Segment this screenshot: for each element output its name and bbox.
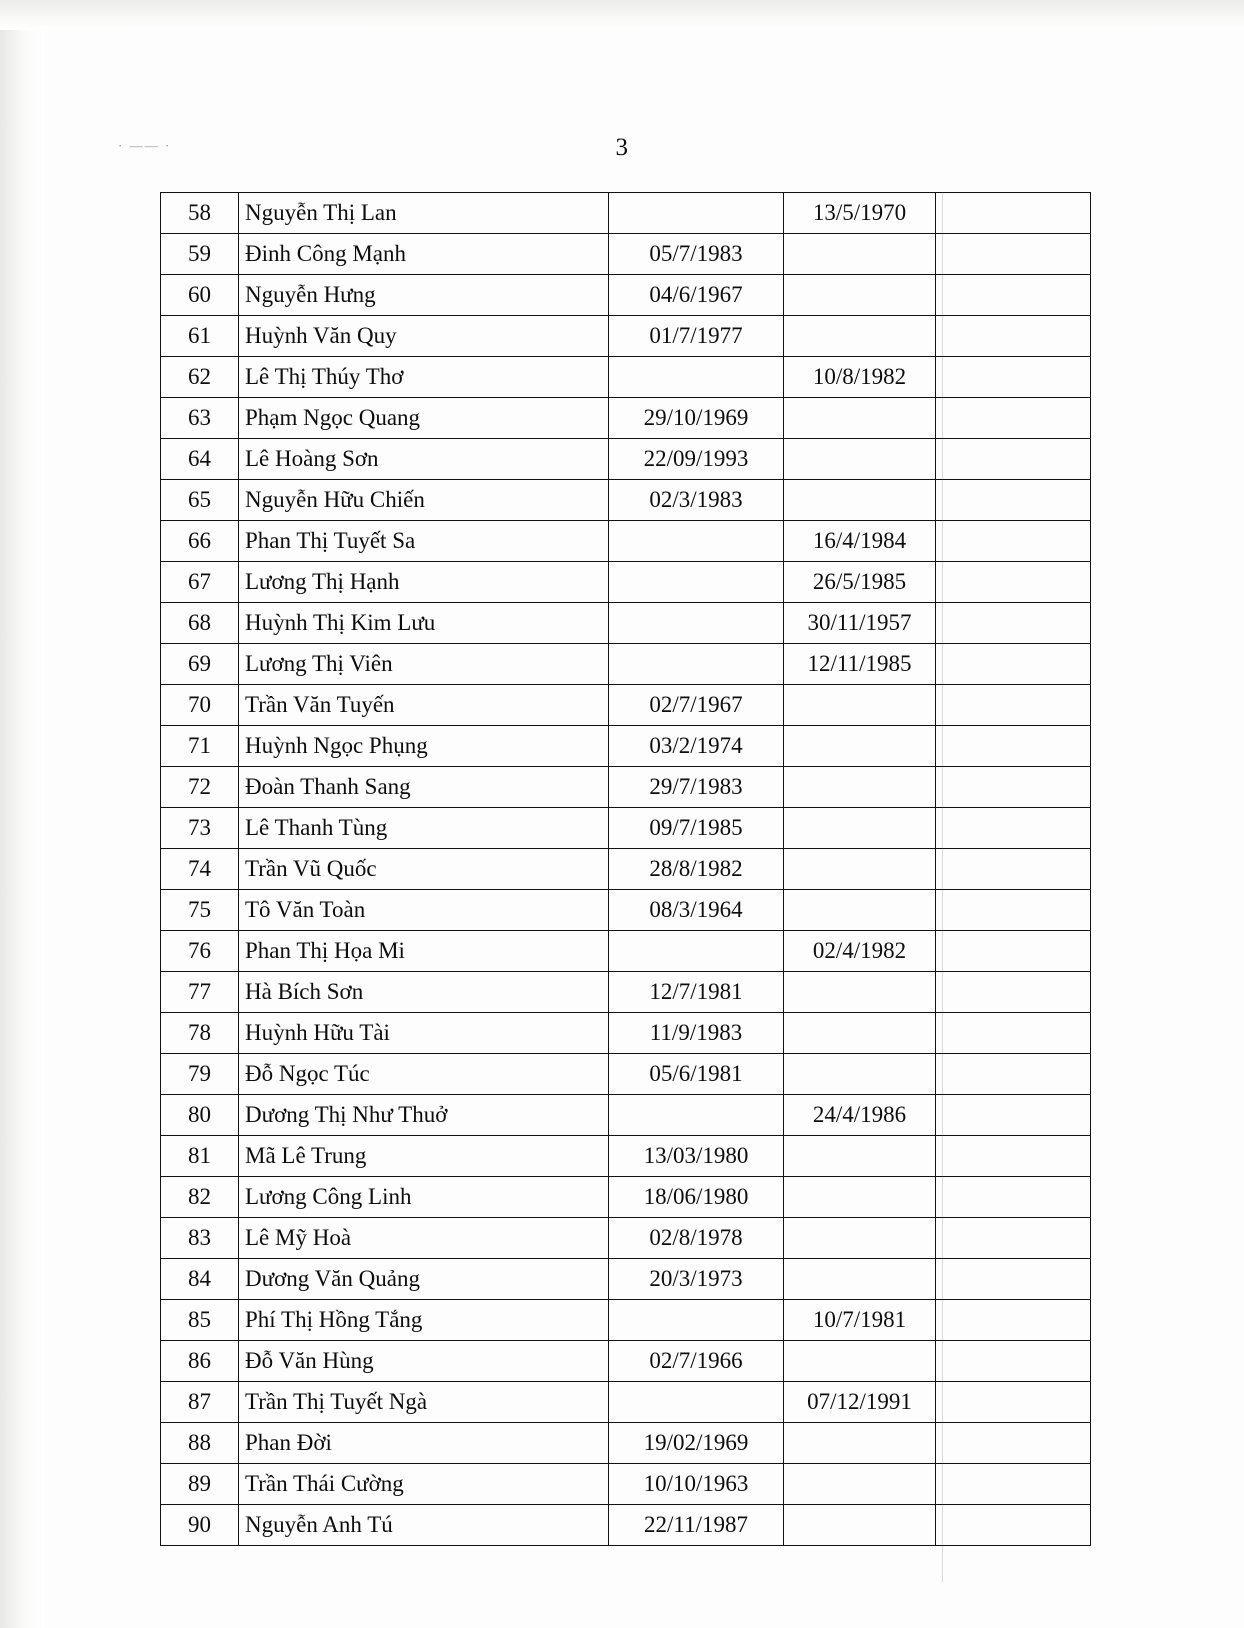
cell-name: Nguyễn Anh Tú — [239, 1505, 609, 1546]
cell-name: Nguyễn Thị Lan — [239, 193, 609, 234]
cell-note — [936, 193, 1091, 234]
table-row — [161, 1218, 1091, 1259]
cell-dob-male: 10/10/1963 — [609, 1464, 784, 1505]
cell-dob-female — [784, 767, 936, 808]
cell-note — [936, 767, 1091, 808]
cell-stt: 79 — [161, 1054, 239, 1095]
cell-stt: 80 — [161, 1095, 239, 1136]
cell-name: Đoàn Thanh Sang — [239, 767, 609, 808]
cell-name: Lương Thị Hạnh — [239, 562, 609, 603]
cell-stt: 59 — [161, 234, 239, 275]
cell-stt: 62 — [161, 357, 239, 398]
cell-note — [936, 685, 1091, 726]
cell-name: Lê Hoàng Sơn — [239, 439, 609, 480]
cell-dob-female — [784, 480, 936, 521]
table-row — [161, 1423, 1091, 1464]
cell-dob-male: 02/8/1978 — [609, 1218, 784, 1259]
roster-table-container — [160, 192, 1090, 1546]
page-number: 3 — [615, 134, 629, 161]
table-row — [161, 439, 1091, 480]
cell-note — [936, 1013, 1091, 1054]
cell-name: Phạm Ngọc Quang — [239, 398, 609, 439]
cell-dob-male: 18/06/1980 — [609, 1177, 784, 1218]
cell-dob-female: 10/7/1981 — [784, 1300, 936, 1341]
cell-dob-female — [784, 234, 936, 275]
cell-dob-female — [784, 316, 936, 357]
cell-stt: 69 — [161, 644, 239, 685]
cell-note — [936, 972, 1091, 1013]
table-row — [161, 685, 1091, 726]
cell-dob-female — [784, 1218, 936, 1259]
cell-name: Lê Thanh Tùng — [239, 808, 609, 849]
cell-name: Huỳnh Ngọc Phụng — [239, 726, 609, 767]
cell-stt: 82 — [161, 1177, 239, 1218]
cell-stt: 73 — [161, 808, 239, 849]
cell-note — [936, 234, 1091, 275]
cell-dob-male: 03/2/1974 — [609, 726, 784, 767]
cell-dob-female — [784, 1259, 936, 1300]
cell-dob-male: 22/11/1987 — [609, 1505, 784, 1546]
cell-dob-male: 01/7/1977 — [609, 316, 784, 357]
cell-name: Đỗ Ngọc Túc — [239, 1054, 609, 1095]
cell-dob-male — [609, 644, 784, 685]
cell-dob-male — [609, 562, 784, 603]
cell-name: Phan Thị Tuyết Sa — [239, 521, 609, 562]
cell-dob-male — [609, 521, 784, 562]
cell-dob-female: 07/12/1991 — [784, 1382, 936, 1423]
table-row — [161, 357, 1091, 398]
cell-dob-female — [784, 1054, 936, 1095]
cell-note — [936, 1177, 1091, 1218]
cell-note — [936, 1218, 1091, 1259]
cell-note — [936, 357, 1091, 398]
cell-dob-female: 26/5/1985 — [784, 562, 936, 603]
cell-stt: 65 — [161, 480, 239, 521]
cell-name: Huỳnh Hữu Tài — [239, 1013, 609, 1054]
cell-stt: 81 — [161, 1136, 239, 1177]
cell-stt: 76 — [161, 931, 239, 972]
cell-dob-female — [784, 808, 936, 849]
cell-dob-male — [609, 1382, 784, 1423]
cell-name: Dương Thị Như Thuở — [239, 1095, 609, 1136]
cell-note — [936, 562, 1091, 603]
cell-dob-male: 29/7/1983 — [609, 767, 784, 808]
cell-name: Đinh Công Mạnh — [239, 234, 609, 275]
cell-dob-female — [784, 439, 936, 480]
cell-name: Trần Thái Cường — [239, 1464, 609, 1505]
cell-dob-female — [784, 726, 936, 767]
table-row — [161, 644, 1091, 685]
cell-note — [936, 1300, 1091, 1341]
cell-dob-male: 22/09/1993 — [609, 439, 784, 480]
table-row — [161, 1464, 1091, 1505]
cell-stt: 64 — [161, 439, 239, 480]
cell-dob-female — [784, 1013, 936, 1054]
cell-dob-female — [784, 685, 936, 726]
cell-note — [936, 1464, 1091, 1505]
table-row — [161, 193, 1091, 234]
table-row — [161, 1013, 1091, 1054]
cell-dob-female — [784, 1423, 936, 1464]
margin-mark: · —— · — [118, 138, 172, 153]
cell-note — [936, 644, 1091, 685]
table-row — [161, 972, 1091, 1013]
cell-name: Mã Lê Trung — [239, 1136, 609, 1177]
cell-note — [936, 1136, 1091, 1177]
cell-dob-male: 08/3/1964 — [609, 890, 784, 931]
cell-name: Trần Thị Tuyết Ngà — [239, 1382, 609, 1423]
cell-name: Lê Thị Thúy Thơ — [239, 357, 609, 398]
cell-dob-female — [784, 1136, 936, 1177]
cell-stt: 61 — [161, 316, 239, 357]
cell-stt: 86 — [161, 1341, 239, 1382]
cell-note — [936, 1505, 1091, 1546]
cell-name: Tô Văn Toàn — [239, 890, 609, 931]
cell-dob-male: 29/10/1969 — [609, 398, 784, 439]
cell-note — [936, 275, 1091, 316]
cell-stt: 63 — [161, 398, 239, 439]
cell-name: Nguyễn Hưng — [239, 275, 609, 316]
cell-stt: 71 — [161, 726, 239, 767]
cell-name: Lương Công Linh — [239, 1177, 609, 1218]
table-row — [161, 849, 1091, 890]
cell-dob-male: 02/7/1966 — [609, 1341, 784, 1382]
cell-dob-female — [784, 1464, 936, 1505]
cell-dob-female: 30/11/1957 — [784, 603, 936, 644]
cell-name: Trần Văn Tuyến — [239, 685, 609, 726]
cell-dob-male: 05/6/1981 — [609, 1054, 784, 1095]
cell-note — [936, 931, 1091, 972]
table-row — [161, 316, 1091, 357]
scan-edge-left — [0, 0, 44, 1628]
cell-dob-male: 20/3/1973 — [609, 1259, 784, 1300]
cell-stt: 60 — [161, 275, 239, 316]
cell-note — [936, 316, 1091, 357]
cell-stt: 88 — [161, 1423, 239, 1464]
cell-name: Nguyễn Hữu Chiến — [239, 480, 609, 521]
cell-note — [936, 808, 1091, 849]
cell-dob-female: 10/8/1982 — [784, 357, 936, 398]
cell-note — [936, 1423, 1091, 1464]
cell-dob-female: 24/4/1986 — [784, 1095, 936, 1136]
cell-dob-female — [784, 849, 936, 890]
cell-stt: 89 — [161, 1464, 239, 1505]
table-row — [161, 726, 1091, 767]
cell-stt: 77 — [161, 972, 239, 1013]
cell-name: Trần Vũ Quốc — [239, 849, 609, 890]
cell-name: Lê Mỹ Hoà — [239, 1218, 609, 1259]
cell-dob-male — [609, 357, 784, 398]
cell-name: Lương Thị Viên — [239, 644, 609, 685]
cell-stt: 70 — [161, 685, 239, 726]
cell-note — [936, 480, 1091, 521]
cell-dob-female — [784, 1177, 936, 1218]
cell-name: Phí Thị Hồng Tắng — [239, 1300, 609, 1341]
cell-dob-female — [784, 1341, 936, 1382]
cell-dob-female: 02/4/1982 — [784, 931, 936, 972]
cell-dob-male: 19/02/1969 — [609, 1423, 784, 1464]
cell-dob-female: 12/11/1985 — [784, 644, 936, 685]
table-row — [161, 1505, 1091, 1546]
cell-note — [936, 1259, 1091, 1300]
table-row — [161, 603, 1091, 644]
cell-stt: 83 — [161, 1218, 239, 1259]
cell-dob-male: 11/9/1983 — [609, 1013, 784, 1054]
cell-dob-female — [784, 398, 936, 439]
cell-stt: 90 — [161, 1505, 239, 1546]
table-row — [161, 931, 1091, 972]
cell-dob-female: 16/4/1984 — [784, 521, 936, 562]
table-row — [161, 521, 1091, 562]
cell-note — [936, 398, 1091, 439]
cell-name: Huỳnh Văn Quy — [239, 316, 609, 357]
cell-name: Huỳnh Thị Kim Lưu — [239, 603, 609, 644]
cell-stt: 78 — [161, 1013, 239, 1054]
table-row — [161, 1341, 1091, 1382]
cell-name: Đỗ Văn Hùng — [239, 1341, 609, 1382]
table-row — [161, 890, 1091, 931]
cell-dob-male: 28/8/1982 — [609, 849, 784, 890]
cell-name: Phan Đời — [239, 1423, 609, 1464]
cell-stt: 58 — [161, 193, 239, 234]
cell-dob-female — [784, 1505, 936, 1546]
cell-note — [936, 521, 1091, 562]
cell-name: Dương Văn Quảng — [239, 1259, 609, 1300]
scan-edge-top — [0, 0, 1244, 30]
cell-dob-male: 12/7/1981 — [609, 972, 784, 1013]
table-row — [161, 562, 1091, 603]
table-row — [161, 480, 1091, 521]
cell-dob-female — [784, 890, 936, 931]
roster-table-body — [161, 193, 1091, 1546]
table-row — [161, 767, 1091, 808]
cell-dob-female: 13/5/1970 — [784, 193, 936, 234]
table-row — [161, 398, 1091, 439]
cell-stt: 87 — [161, 1382, 239, 1423]
cell-note — [936, 1382, 1091, 1423]
table-row — [161, 1095, 1091, 1136]
table-row — [161, 1300, 1091, 1341]
cell-dob-male: 02/7/1967 — [609, 685, 784, 726]
cell-note — [936, 439, 1091, 480]
roster-table — [160, 192, 1091, 1546]
table-row — [161, 1054, 1091, 1095]
cell-stt: 74 — [161, 849, 239, 890]
cell-dob-male: 02/3/1983 — [609, 480, 784, 521]
table-row — [161, 275, 1091, 316]
cell-dob-female — [784, 275, 936, 316]
table-row — [161, 1382, 1091, 1423]
cell-note — [936, 1341, 1091, 1382]
table-row — [161, 1259, 1091, 1300]
cell-dob-male — [609, 603, 784, 644]
cell-dob-male — [609, 193, 784, 234]
cell-note — [936, 1054, 1091, 1095]
cell-note — [936, 1095, 1091, 1136]
cell-stt: 84 — [161, 1259, 239, 1300]
cell-stt: 72 — [161, 767, 239, 808]
cell-stt: 66 — [161, 521, 239, 562]
cell-dob-male — [609, 931, 784, 972]
cell-note — [936, 603, 1091, 644]
cell-dob-male — [609, 1095, 784, 1136]
cell-name: Phan Thị Họa Mi — [239, 931, 609, 972]
cell-dob-male — [609, 1300, 784, 1341]
cell-stt: 75 — [161, 890, 239, 931]
cell-dob-female — [784, 972, 936, 1013]
cell-note — [936, 849, 1091, 890]
cell-dob-male: 13/03/1980 — [609, 1136, 784, 1177]
cell-dob-male: 09/7/1985 — [609, 808, 784, 849]
table-row — [161, 1136, 1091, 1177]
cell-note — [936, 890, 1091, 931]
cell-stt: 67 — [161, 562, 239, 603]
table-row — [161, 808, 1091, 849]
cell-dob-male: 04/6/1967 — [609, 275, 784, 316]
cell-stt: 85 — [161, 1300, 239, 1341]
cell-stt: 68 — [161, 603, 239, 644]
cell-dob-male: 05/7/1983 — [609, 234, 784, 275]
table-row — [161, 234, 1091, 275]
table-row — [161, 1177, 1091, 1218]
cell-name: Hà Bích Sơn — [239, 972, 609, 1013]
cell-note — [936, 726, 1091, 767]
